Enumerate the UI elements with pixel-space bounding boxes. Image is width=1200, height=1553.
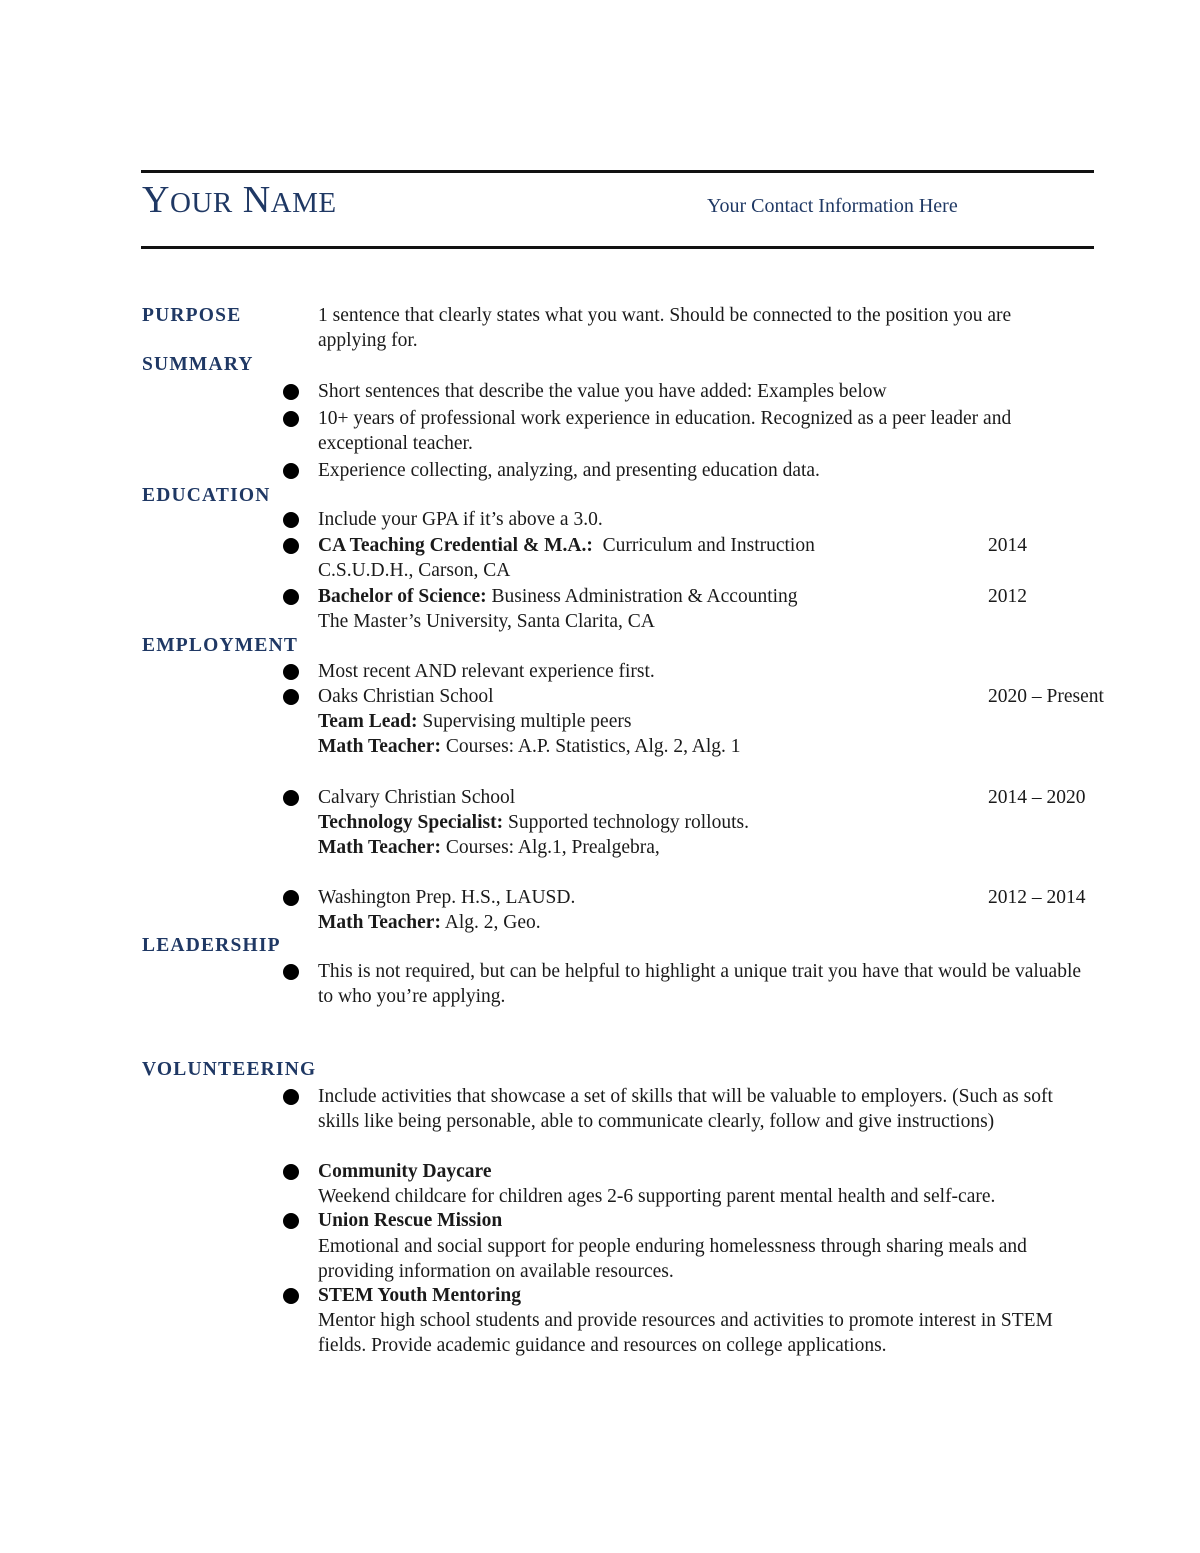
summary-item: Short sentences that describe the value you have added: Examples below: [318, 381, 887, 402]
education-heading: EDUCATION: [142, 485, 271, 506]
volunteering-heading: VOLUNTEERING: [142, 1059, 317, 1080]
job-years: 2012 – 2014: [988, 887, 1086, 908]
bullet-icon: [283, 1164, 299, 1180]
leadership-text: This is not required, but can be helpful to highlight a unique trait you have that would be valuable to who you’re applying.: [318, 961, 1082, 1007]
volunteer-desc: Weekend childcare for children ages 2-6 supporting parent mental health and self-care.: [318, 1186, 996, 1207]
job-years: 2014 – 2020: [988, 787, 1086, 808]
degree-field: Business Administration & Accounting: [491, 586, 798, 607]
degree-year: 2014: [988, 535, 1027, 556]
job-role: Math Teacher: Courses: Alg.1, Prealgebra,: [318, 837, 660, 858]
job-years: 2020 – Present: [988, 686, 1104, 707]
education-note: Include your GPA if it’s above a 3.0.: [318, 509, 603, 530]
bullet-icon: [283, 1089, 299, 1105]
volunteering-intro: Include activities that showcase a set of skills that will be valuable to employers. (Such as soft skills like being personable, able to communicate clearly, follow and give instructions): [318, 1086, 1053, 1132]
job-role: Math Teacher: Alg. 2, Geo.: [318, 912, 541, 933]
bullet-icon: [283, 538, 299, 554]
bullet-icon: [283, 463, 299, 479]
education-entry: [318, 533, 815, 558]
bullet-icon: [283, 1213, 299, 1229]
bullet-icon: [283, 589, 299, 605]
summary-item: 10+ years of professional work experience in education. Recognized as a peer leader and exceptional teacher.: [318, 408, 1012, 454]
bullet-icon: [283, 664, 299, 680]
job-role: Technology Specialist: Supported technology rollouts.: [318, 812, 749, 833]
leadership-heading: LEADERSHIP: [142, 935, 281, 956]
degree-title: Bachelor of Science:: [318, 586, 487, 607]
bullet-icon: [283, 512, 299, 528]
bullet-icon: [283, 790, 299, 806]
job-role: Math Teacher: Courses: A.P. Statistics, Alg. 2, Alg. 1: [318, 736, 741, 757]
bullet-icon: [283, 689, 299, 705]
summary-heading: SUMMARY: [142, 354, 254, 375]
bullet-icon: [283, 964, 299, 980]
school-name: C.S.U.D.H., Carson, CA: [318, 560, 511, 581]
school-name: The Master’s University, Santa Clarita, CA: [318, 611, 655, 632]
bullet-icon: [283, 1288, 299, 1304]
resume-name: YOUR NAME: [142, 179, 337, 221]
bullet-icon: [283, 384, 299, 400]
volunteer-org: STEM Youth Mentoring: [318, 1285, 521, 1306]
contact-info: Your Contact Information Here: [707, 195, 958, 217]
degree-title: CA Teaching Credential & M.A.:: [318, 535, 593, 556]
purpose-text: 1 sentence that clearly states what you want. Should be connected to the position you are applying for.: [318, 305, 1012, 351]
job-role: Team Lead: Supervising multiple peers: [318, 711, 632, 732]
employer-name: Calvary Christian School: [318, 787, 516, 808]
degree-year: 2012: [988, 586, 1027, 607]
bullet-icon: [283, 890, 299, 906]
employer-name: Washington Prep. H.S., LAUSD.: [318, 887, 576, 908]
employer-name: Oaks Christian School: [318, 686, 494, 707]
volunteer-org: Union Rescue Mission: [318, 1210, 503, 1231]
header-bottom-rule: [141, 246, 1094, 249]
degree-field: Curriculum and Instruction: [602, 535, 815, 556]
summary-item: Experience collecting, analyzing, and presenting education data.: [318, 460, 820, 481]
bullet-icon: [283, 411, 299, 427]
volunteer-org: Community Daycare: [318, 1161, 492, 1182]
employment-heading: EMPLOYMENT: [142, 635, 299, 656]
volunteer-desc: Mentor high school students and provide resources and activities to promote interest in STEM fields. Provide academic guidance and resources on college applications.: [318, 1310, 1053, 1356]
purpose-heading: PURPOSE: [142, 305, 242, 326]
top-rule: [141, 170, 1094, 173]
employment-note: Most recent AND relevant experience first.: [318, 661, 655, 682]
volunteer-desc: Emotional and social support for people enduring homelessness through sharing meals and providing information on available resources.: [318, 1236, 1027, 1282]
education-entry: [318, 584, 798, 609]
